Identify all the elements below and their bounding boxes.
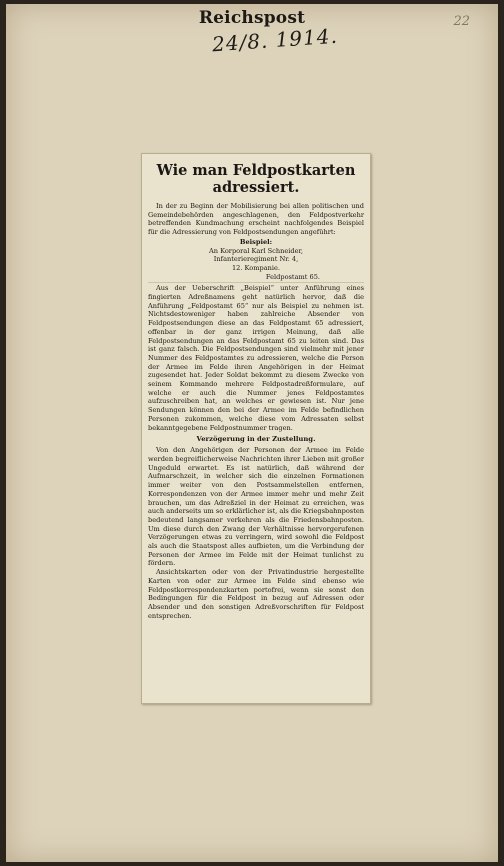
example-line-3: 12. Kompanie. [231, 263, 281, 272]
example-label: Beispiel: [239, 237, 273, 246]
example-line-2: Infanterieregiment Nr. 4, [213, 255, 299, 264]
newspaper-masthead: Reichspost [198, 8, 306, 28]
newspaper-clipping [141, 153, 371, 704]
article-paragraph-3: Ansichtskarten oder von der Privatindustrie hergestellte Karten von oder zur Armee im Felde sind ebenso wie Feldpostkorrespondenzkarten portofrei, wenn sie sonst den Bedingungen für die Feldpost in bezug auf Adressen oder Absender und den sonstigen Adreßvorschriften für Feldpost entsprechen. [148, 568, 364, 620]
article-subhead: Verzögerung in der Zustellung. [196, 435, 316, 444]
handwritten-date: 24/8. 1914. [211, 23, 339, 57]
article-headline: Wie man Feldpostkarten adressiert. [156, 162, 356, 196]
example-line-1: An Korporal Karl Schneider, [208, 246, 304, 255]
article-intro: In der zu Beginn der Mobilisierung bei allen politischen und Gemeindebehörden angeschlagenen, den Feldpostverkehr betreffenden Kundmachung erscheint nachfolgendes Beispiel für die Adressierung von Feldpostsendungen angeführt: [148, 202, 364, 237]
archive-number: 22 [453, 14, 470, 29]
divider [148, 282, 364, 283]
article-paragraph-1: Aus der Ueberschrift „Beispiel“ unter Anführung eines fingierten Adreßnamens geht natürlich hervor, daß die Anführung „Feldpostamt 65“ nur als Beispiel zu nehmen ist. Nichtsdestoweniger haben zahlreiche Absender von Feldpostsendungen diese an das Feldpostamt 65 adressiert, offenbar in der ganz irrigen Meinung, daß alle Feldpostsendungen an das Feldpostamt 65 zu leiten sind. Das ist ganz falsch. Die Feldpostsendungen sind vielmehr mit jener Nummer des Feldpostamtes zu adressieren, welche die Person der Armee im Felde ihren Angehörigen in der Heimat zugesendet hat. Jeder Soldat bekommt zu diesem Zwecke von seinem Kommando mehrere Feldpostadreßformulare, auf welche er auch die Nummer jenes Feldpostamtes aufzuschreiben hat, an welches er gewiesen ist. Nur jene Sendungen können den bei der Armee im Felde befindlichen Personen zukommen, welche diese vom Adressaten selbst bekanntgegebene Feldpostnummer tragen. [148, 284, 364, 432]
article-paragraph-2: Von den Angehörigen der Personen der Armee im Felde werden begreiflicherweise Nachrichten ihrer Lieben mit großer Ungeduld erwartet. Es ist natürlich, daß während der Aufmarschzeit, in welcher sich die einzelnen Formationen immer weiter von den Postsammelstellen entfernen, Korrespondenzen von der Armee immer mehr und mehr Zeit brauchen, um das Adreßziel in der Heimat zu erreichen, was auch anderseits um so erklärlicher ist, als die Kriegsbahnposten bedeutend langsamer verkehren als die Friedensbahnposten. Um diese durch den Zwang der Verhältnisse hervorgerufenen Verzögerungen etwas zu verringern, wird sowohl die Feldpost als auch die Staatspost alles aufbieten, um die Verbindung der Personen der Armee im Felde mit der Heimat tunlichst zu fördern. [148, 446, 364, 568]
example-line-4: Feldpostamt 65. [265, 272, 320, 281]
